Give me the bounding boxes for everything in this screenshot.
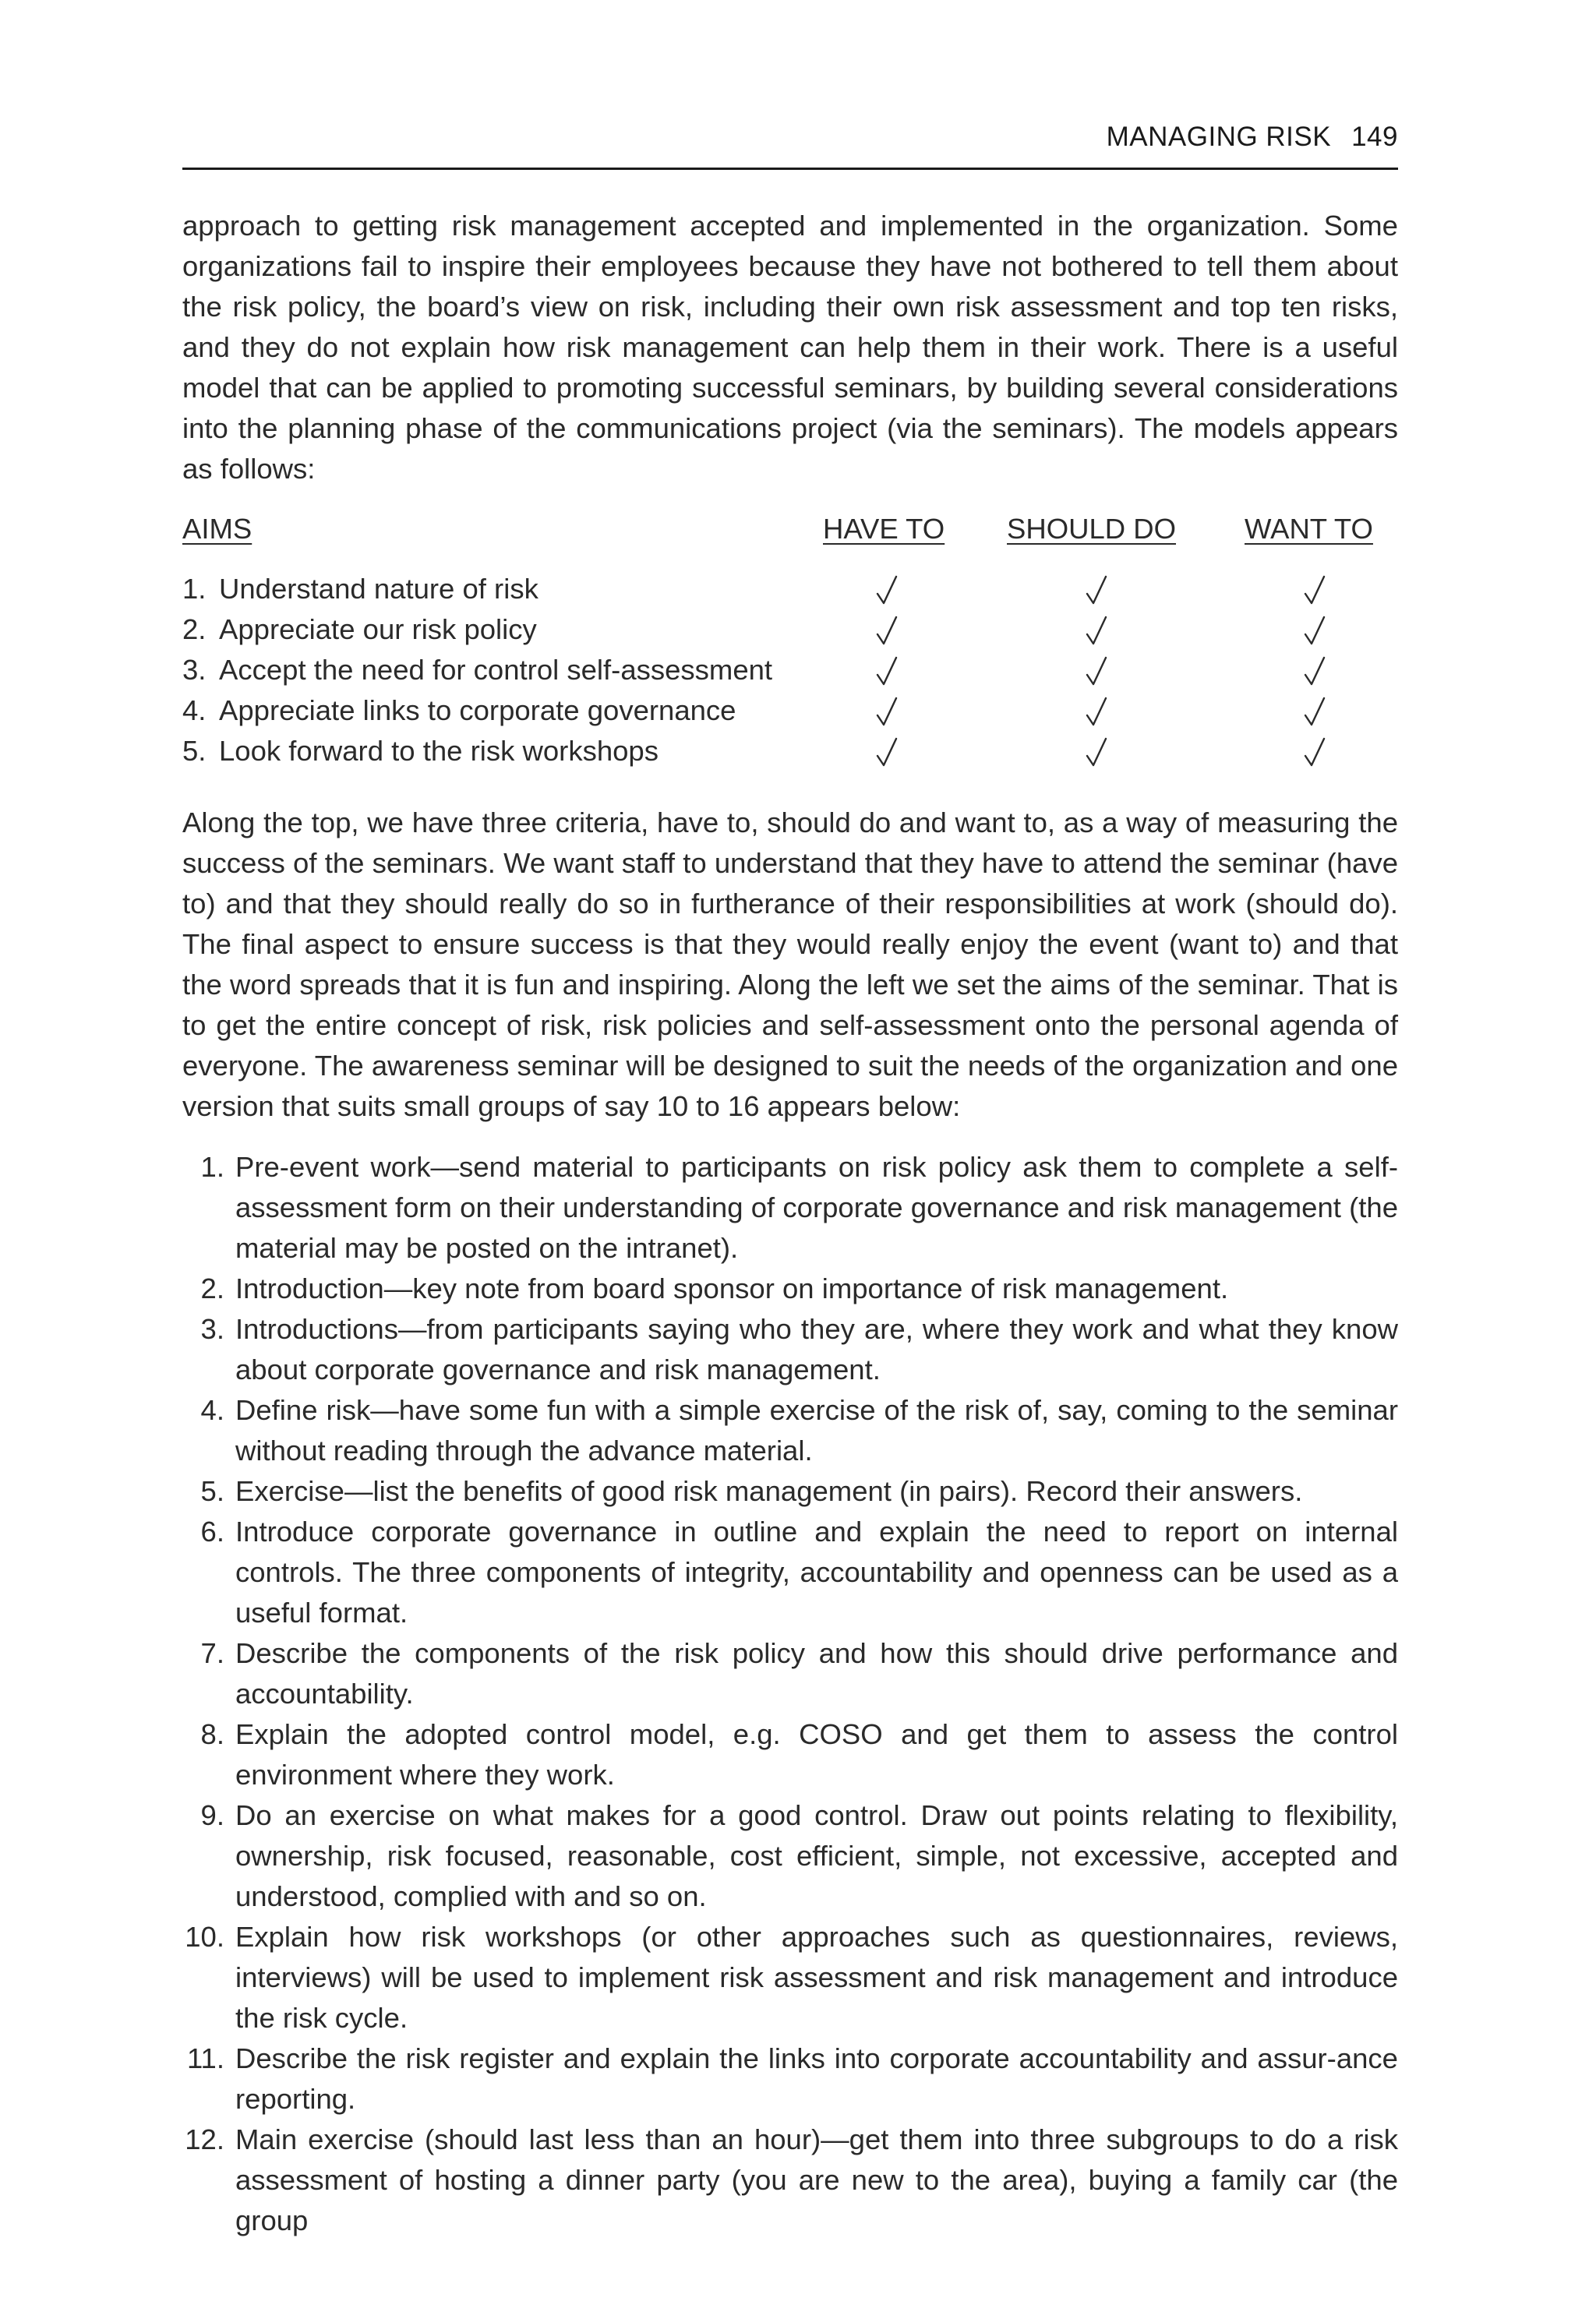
aim-row bbox=[182, 609, 1398, 650]
list-item-number: 5. bbox=[200, 1475, 224, 1507]
aim-row bbox=[182, 650, 1398, 690]
check-mark-icon bbox=[1085, 695, 1108, 728]
list-item bbox=[182, 1633, 1398, 1714]
list-item-number: 1. bbox=[200, 1151, 224, 1183]
list-item-text: Exercise—list the benefits of good risk management (in pairs). Record their answers. bbox=[235, 1475, 1303, 1507]
check-mark-icon bbox=[875, 695, 899, 728]
check-mark-icon bbox=[1303, 736, 1326, 768]
seminar-steps-list bbox=[182, 1147, 1398, 2241]
list-item-number: 7. bbox=[200, 1637, 224, 1669]
list-item-number: 9. bbox=[200, 1799, 224, 1831]
aim-text: Accept the need for control self-assessment bbox=[219, 654, 773, 686]
header-want-to: WANT TO bbox=[1245, 513, 1373, 545]
check-mark-icon bbox=[1303, 614, 1326, 647]
aim-text: Understand nature of risk bbox=[219, 573, 538, 605]
list-item-text: Do an exercise on what makes for a good control. Draw out points relating to flexibility, ownership, risk focused, reasonable, cost efficient, simple, not excessive, accepted and understood, complied with and so on. bbox=[235, 1799, 1398, 1912]
list-item-number: 2. bbox=[200, 1272, 224, 1304]
criteria-paragraph: Along the top, we have three criteria, have to, should do and want to, as a way of measuring the success of the seminars. We want staff to understand that they have to attend the seminar (have to) and that they should really do so in furtherance of their responsibilities at work (should do). The final aspect to ensure success is that they would really enjoy the event (want to) and that the word spreads that it is fun and inspiring. Along the left we set the aims of the seminar. That is to get the entire concept of risk, risk policies and self-assessment onto the personal agenda of everyone. The awareness seminar will be designed to suit the needs of the organization and one version that suits small groups of say 10 to 16 appears below: bbox=[182, 807, 1398, 1122]
check-mark-icon bbox=[875, 736, 899, 768]
check-mark-icon bbox=[875, 614, 899, 647]
check-mark-icon bbox=[1085, 655, 1108, 687]
check-mark-icon bbox=[1085, 736, 1108, 768]
list-item-number: 12. bbox=[185, 2123, 224, 2155]
check-mark-icon bbox=[1303, 655, 1326, 687]
list-item-text: Define risk—have some fun with a simple exercise of the risk of, say, coming to the seminar without reading through the advance material. bbox=[235, 1394, 1398, 1467]
list-item-text: Introduce corporate governance in outline and explain the need to report on internal controls. The three components of integrity, accountability and openness can be used as a useful format. bbox=[235, 1516, 1398, 1629]
aim-row bbox=[182, 569, 1398, 609]
list-item-text: Describe the risk register and explain the links into corporate accountability and assur-ance reporting. bbox=[235, 2042, 1398, 2115]
list-item-number: 10. bbox=[185, 1921, 224, 1953]
list-item-text: Explain how risk workshops (or other approaches such as questionnaires, reviews, interviews) will be used to implement risk assessment and risk management and introduce the risk cycle. bbox=[235, 1921, 1398, 2034]
list-item-number: 4. bbox=[200, 1394, 224, 1426]
aim-row bbox=[182, 690, 1398, 731]
running-head bbox=[1107, 122, 1398, 153]
aim-text: Look forward to the risk workshops bbox=[219, 735, 659, 767]
list-item-text: Pre-event work—send material to participants on risk policy ask them to complete a self-assessment form on their understanding of corporate governance and risk management (the material may be posted on the intranet). bbox=[235, 1151, 1398, 1264]
list-item-number: 3. bbox=[200, 1313, 224, 1345]
intro-paragraph: approach to getting risk management accepted and implemented in the organization. Some organizations fail to inspire their employees because they have not bothered to tell them about the risk policy, the board’s view on risk, including their own risk assessment and top ten risks, and they do not explain how risk management can help them in their work. There is a useful model that can be applied to promoting successful seminars, by building several considerations into the planning phase of the communications project (via the seminars). The models appears as follows: bbox=[182, 210, 1398, 485]
list-item bbox=[182, 1714, 1398, 1795]
running-head-title: MANAGING RISK bbox=[1106, 122, 1332, 152]
header-have-to: HAVE TO bbox=[823, 513, 945, 545]
check-mark-icon bbox=[1303, 695, 1326, 728]
aim-number: 4. bbox=[182, 694, 207, 726]
list-item-text: Introductions—from participants saying who they are, where they work and what they know about corporate governance and risk management. bbox=[235, 1313, 1398, 1385]
aim-number: 5. bbox=[182, 735, 207, 767]
aim-number: 3. bbox=[182, 654, 207, 686]
aim-number: 2. bbox=[182, 613, 207, 645]
aim-number: 1. bbox=[182, 573, 207, 605]
list-item bbox=[182, 1917, 1398, 2038]
aims-table-rows bbox=[182, 569, 1398, 771]
check-mark-icon bbox=[1085, 574, 1108, 606]
list-item-number: 11. bbox=[186, 2042, 224, 2074]
list-item-text: Describe the components of the risk policy and how this should drive performance and accountability. bbox=[235, 1637, 1398, 1710]
list-item-text: Explain the adopted control model, e.g. COSO and get them to assess the control environment where they work. bbox=[235, 1718, 1398, 1791]
aims-table bbox=[182, 513, 1398, 767]
list-item bbox=[182, 2038, 1398, 2120]
list-item-text: Main exercise (should last less than an hour)—get them into three subgroups to do a risk assessment of hosting a dinner party (you are new to the area), buying a family car (the group bbox=[235, 2123, 1398, 2236]
list-item bbox=[182, 1147, 1398, 1269]
check-mark-icon bbox=[875, 574, 899, 606]
list-item bbox=[182, 2120, 1398, 2241]
check-mark-icon bbox=[1303, 574, 1326, 606]
check-mark-icon bbox=[1085, 614, 1108, 647]
list-item bbox=[182, 1309, 1398, 1390]
list-item bbox=[182, 1390, 1398, 1471]
header-aims: AIMS bbox=[182, 513, 252, 545]
header-rule bbox=[182, 168, 1398, 170]
aims-table-header bbox=[182, 513, 1398, 559]
aim-row bbox=[182, 731, 1398, 771]
list-item-number: 6. bbox=[200, 1516, 224, 1548]
list-item-text: Introduction—key note from board sponsor on importance of risk management. bbox=[235, 1272, 1229, 1304]
list-item bbox=[182, 1269, 1398, 1309]
aim-text: Appreciate links to corporate governance bbox=[219, 694, 736, 726]
check-mark-icon bbox=[875, 655, 899, 687]
list-item bbox=[182, 1795, 1398, 1917]
header-should-do: SHOULD DO bbox=[1007, 513, 1177, 545]
list-item bbox=[182, 1512, 1398, 1633]
page-number: 149 bbox=[1351, 122, 1398, 152]
list-item bbox=[182, 1471, 1398, 1512]
aim-text: Appreciate our risk policy bbox=[219, 613, 537, 645]
list-item-number: 8. bbox=[200, 1718, 224, 1750]
